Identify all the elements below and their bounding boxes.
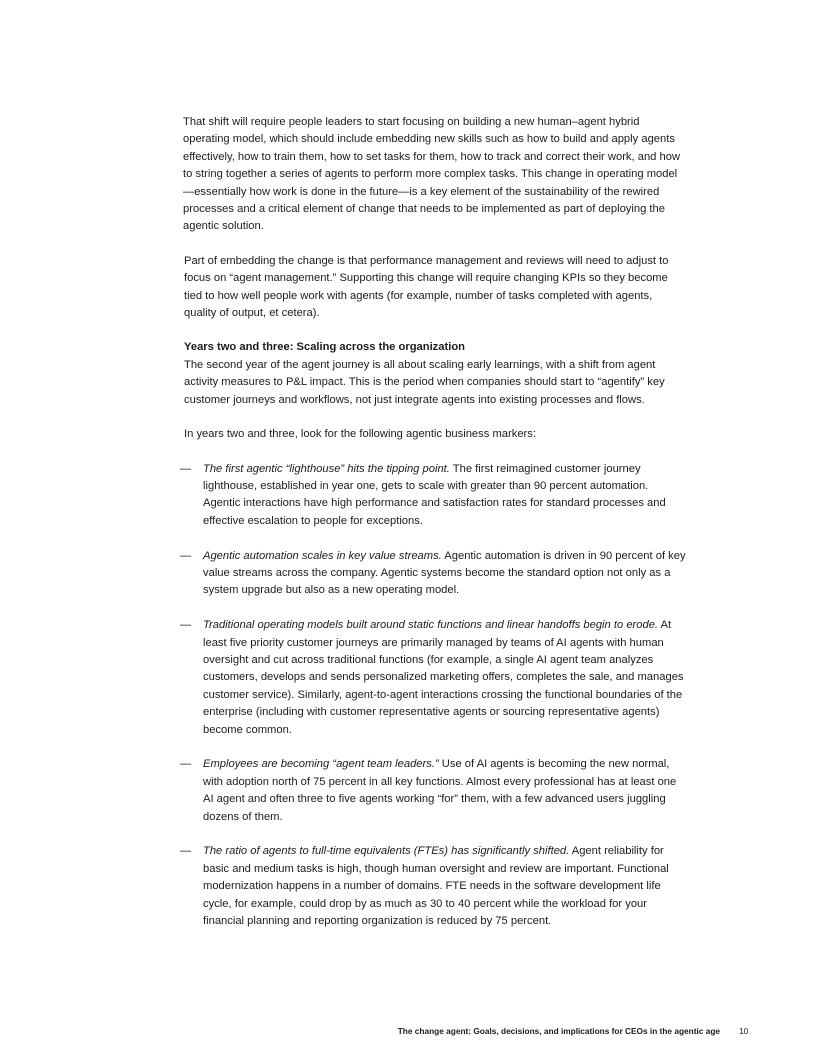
bullet-text: Use of AI agents is becoming the new normal, with adoption north of 75 percent in all key functions. Almost every professional has at least one AI agent and often three to five agents working “for” them, with a few advanced users juggling dozens of them. bbox=[203, 758, 677, 823]
bullet-text: The first reimagined customer journey lighthouse, established in year one, gets to scale with greater than 90 percent automation. Agentic interactions have high performance and satisfaction rates for standard processes and effective escalation to people for exceptions. bbox=[203, 462, 666, 527]
em-dash-marker: — bbox=[180, 758, 192, 771]
section-body: The second year of the agent journey is all about scaling early learnings, with a shift from agent activity measures to P&L impact. This is the period when companies should start to “agentify” key customer journeys and workflows, not just integrate agents into existing processes and flows. bbox=[184, 358, 665, 406]
list-item bbox=[180, 461, 686, 531]
list-item bbox=[180, 756, 686, 826]
document-body bbox=[180, 114, 686, 948]
bullet-text: Agent reliability for basic and medium tasks is high, though human oversight and review are important. Functional modernization happens in a number of domains. FTE needs in the software development life cycle, for example, could drop by as much as 30 to 40 percent while the workload for your financial planning and reporting organization is reduced by 75 percent. bbox=[203, 845, 669, 927]
paragraph-operating-model: That shift will require people leaders to start focusing on building a new human–agent hybrid operating model, which should include embedding new skills such as how to build and apply agents effectively, how to train them, how to set tasks for them, how to track and correct their work, and how to string together a series of agents to perform more complex tasks. This change in operating model—essentially how work is done in the future—is a key element of the sustainability of the rewired processes and a critical element of change that needs to be implemented as part of deploying the agentic solution. bbox=[183, 116, 681, 233]
em-dash-marker: — bbox=[180, 619, 192, 632]
bullet-lead: Agentic automation scales in key value streams. bbox=[203, 549, 442, 562]
list-item bbox=[180, 548, 686, 600]
em-dash-marker: — bbox=[180, 549, 192, 562]
markers-intro: In years two and three, look for the following agentic business markers: bbox=[184, 428, 536, 441]
em-dash-marker: — bbox=[180, 845, 192, 858]
bullet-lead: Employees are becoming “agent team leaders.” bbox=[203, 758, 439, 771]
markers-list bbox=[180, 461, 686, 931]
list-item bbox=[180, 617, 686, 739]
em-dash-marker: — bbox=[180, 462, 192, 475]
bullet-text: Agentic automation is driven in 90 percent of key value streams across the company. Agentic systems become the standard option not only as a system upgrade but also as a new operating model. bbox=[203, 549, 686, 597]
page-number: 10 bbox=[739, 1026, 749, 1036]
bullet-lead: The ratio of agents to full-time equivalents (FTEs) has significantly shifted. bbox=[203, 845, 570, 858]
section-heading: Years two and three: Scaling across the organization bbox=[184, 341, 466, 354]
list-item bbox=[180, 843, 686, 930]
footer-title: The change agent: Goals, decisions, and implications for CEOs in the agentic age bbox=[397, 1026, 720, 1036]
bullet-lead: The first agentic “lighthouse” hits the tipping point. bbox=[203, 462, 450, 475]
paragraph-performance-management: Part of embedding the change is that performance management and reviews will need to adjust to focus on “agent management.” Supporting this change will require changing KPIs so they become tied to how well people work with agents (for example, number of tasks completed with agents, quality of output, et cetera). bbox=[184, 254, 669, 320]
bullet-text: At least five priority customer journeys are primarily managed by teams of AI agents with human oversight and cut across traditional functions (for example, a single AI agent team analyzes customers, develops and sends personalized marketing offers, completes the sale, and manages customer service). Similarly, agent-to-agent interactions crossing the functional boundaries of the enterprise (including with customer representative agents or sourcing representative agents) become common. bbox=[203, 619, 684, 736]
bullet-lead: Traditional operating models built around static functions and linear handoffs begin to erode. bbox=[203, 619, 659, 632]
